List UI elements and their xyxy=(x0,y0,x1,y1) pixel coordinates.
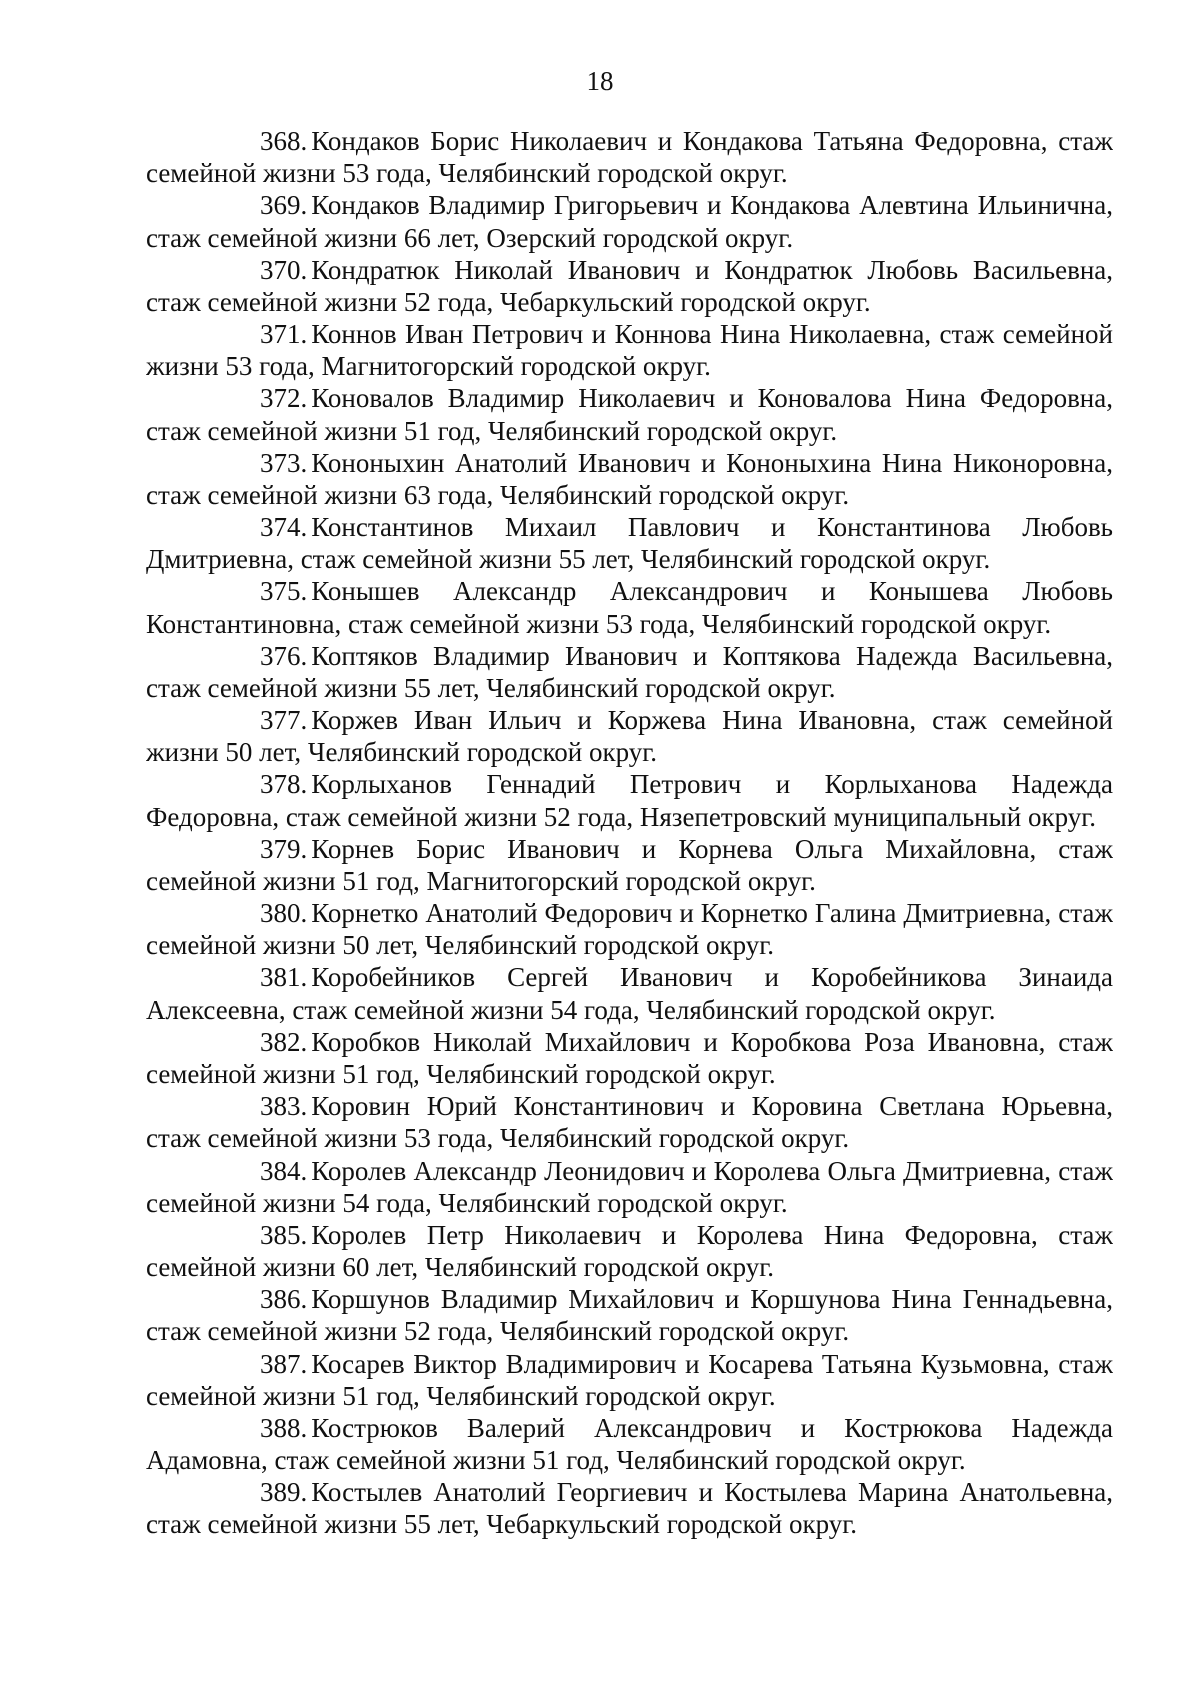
entry-text: Коржев Иван Ильич и Коржева Нина Ивановна, стаж семейной жизни 50 лет, Челябинский городской округ. xyxy=(146,705,1113,768)
list-item xyxy=(146,833,1113,897)
entry-text: Королев Петр Николаевич и Королева Нина Федоровна, стаж семейной жизни 60 лет, Челябинский городской округ. xyxy=(146,1219,1113,1283)
list-item xyxy=(146,318,1113,382)
entry-text: Костылев Анатолий Георгиевич и Костылева Марина Анатольевна, стаж семейной жизни 55 лет, Чебаркульский городской округ. xyxy=(146,1477,1113,1540)
entry-number: 379. xyxy=(260,833,308,864)
entry-text: Кондаков Борис Николаевич и Кондакова Татьяна Федоровна, стаж семейной жизни 53 года, Челябинский городской округ. xyxy=(146,126,1113,189)
entry-number: 369. xyxy=(260,190,308,221)
list-item xyxy=(146,382,1113,446)
list-item xyxy=(146,768,1113,832)
list-item xyxy=(146,1026,1113,1090)
entry-number: 374. xyxy=(260,512,308,543)
entry-number: 388. xyxy=(260,1412,308,1443)
entry-text: Коннов Иван Петрович и Коннова Нина Николаевна, стаж семейной жизни 53 года, Магнитогорский городской округ. xyxy=(146,319,1113,382)
entry-text: Кострюков Валерий Александрович и Кострюкова Надежда Адамовна, стаж семейной жизни 51 год, Челябинский городской округ. xyxy=(146,1412,1113,1476)
entry-number: 375. xyxy=(260,576,308,607)
entry-number: 370. xyxy=(260,254,308,285)
entry-number: 383. xyxy=(260,1091,308,1122)
list-item xyxy=(146,961,1113,1025)
entry-text: Корлыханов Геннадий Петрович и Корлыханова Надежда Федоровна, стаж семейной жизни 52 года, Нязепетровский муниципальный округ. xyxy=(146,769,1113,832)
entry-text: Конышев Александр Александрович и Конышева Любовь Константиновна, стаж семейной жизни 53 года, Челябинский городской округ. xyxy=(146,576,1113,639)
entry-text: Косарев Виктор Владимирович и Косарева Татьяна Кузьмовна, стаж семейной жизни 51 год, Челябинский городской округ. xyxy=(146,1348,1113,1411)
entry-number: 373. xyxy=(260,447,308,478)
list-item xyxy=(146,1283,1113,1347)
entry-text: Королев Александр Леонидович и Королева Ольга Дмитриевна, стаж семейной жизни 54 года, Челябинский городской округ. xyxy=(146,1155,1113,1218)
entry-number: 384. xyxy=(260,1155,308,1186)
entry-number: 380. xyxy=(260,898,308,929)
page-number: 18 xyxy=(586,66,614,96)
list-item xyxy=(146,1090,1113,1154)
list-item xyxy=(146,511,1113,575)
list-item xyxy=(146,704,1113,768)
entry-text: Коровин Юрий Константинович и Коровина Светлана Юрьевна, стаж семейной жизни 53 года, Челябинский городской округ. xyxy=(146,1091,1113,1154)
entry-number: 381. xyxy=(260,962,308,993)
entry-text: Коптяков Владимир Иванович и Коптякова Надежда Васильевна, стаж семейной жизни 55 лет, Челябинский городской округ. xyxy=(146,640,1113,703)
list-item xyxy=(146,1412,1113,1476)
entry-number: 371. xyxy=(260,319,308,350)
entry-number: 376. xyxy=(260,640,308,671)
entry-text: Кононыхин Анатолий Иванович и Кононыхина Нина Никоноровна, стаж семейной жизни 63 года, Челябинский городской округ. xyxy=(146,447,1113,510)
entry-text: Коробков Николай Михайлович и Коробкова Роза Ивановна, стаж семейной жизни 51 год, Челябинский городской округ. xyxy=(146,1026,1113,1090)
entry-number: 389. xyxy=(260,1477,308,1508)
entry-text: Кондаков Владимир Григорьевич и Кондакова Алевтина Ильинична, стаж семейной жизни 66 лет, Озерский городской округ. xyxy=(146,190,1113,253)
list-item xyxy=(146,1476,1113,1540)
entry-text: Константинов Михаил Павлович и Константинова Любовь Дмитриевна, стаж семейной жизни 55 лет, Челябинский городской округ. xyxy=(146,512,1113,575)
list-item xyxy=(146,447,1113,511)
entry-number: 372. xyxy=(260,383,308,414)
entry-number: 382. xyxy=(260,1026,308,1057)
list-item xyxy=(146,575,1113,639)
entry-number: 385. xyxy=(260,1219,308,1250)
list-item xyxy=(146,1348,1113,1412)
entry-text: Коробейников Сергей Иванович и Коробейникова Зинаида Алексеевна, стаж семейной жизни 54 года, Челябинский городской округ. xyxy=(146,962,1113,1025)
list-item xyxy=(146,254,1113,318)
entry-text: Корнетко Анатолий Федорович и Корнетко Галина Дмитриевна, стаж семейной жизни 50 лет, Челябинский городской округ. xyxy=(146,898,1113,961)
entry-number: 368. xyxy=(260,126,308,156)
entry-number: 377. xyxy=(260,705,308,736)
entry-number: 387. xyxy=(260,1348,308,1379)
entry-number: 378. xyxy=(260,769,308,800)
list-item xyxy=(146,189,1113,253)
entry-text: Коршунов Владимир Михайлович и Коршунова Нина Геннадьевна, стаж семейной жизни 52 года, Челябинский городской округ. xyxy=(146,1284,1113,1347)
entry-text: Корнев Борис Иванович и Корнева Ольга Михайловна, стаж семейной жизни 51 год, Магнитогорский городской округ. xyxy=(146,833,1113,896)
list-item xyxy=(146,1155,1113,1219)
list-item xyxy=(146,1219,1113,1283)
entry-text: Коновалов Владимир Николаевич и Коновалова Нина Федоровна, стаж семейной жизни 51 год, Челябинский городской округ. xyxy=(146,383,1113,446)
entry-text: Кондратюк Николай Иванович и Кондратюк Любовь Васильевна, стаж семейной жизни 52 года, Чебаркульский городской округ. xyxy=(146,254,1113,317)
entry-number: 386. xyxy=(260,1284,308,1315)
list-item xyxy=(146,897,1113,961)
entry-list xyxy=(146,125,1113,1541)
list-item xyxy=(146,640,1113,704)
list-item xyxy=(146,125,1113,189)
